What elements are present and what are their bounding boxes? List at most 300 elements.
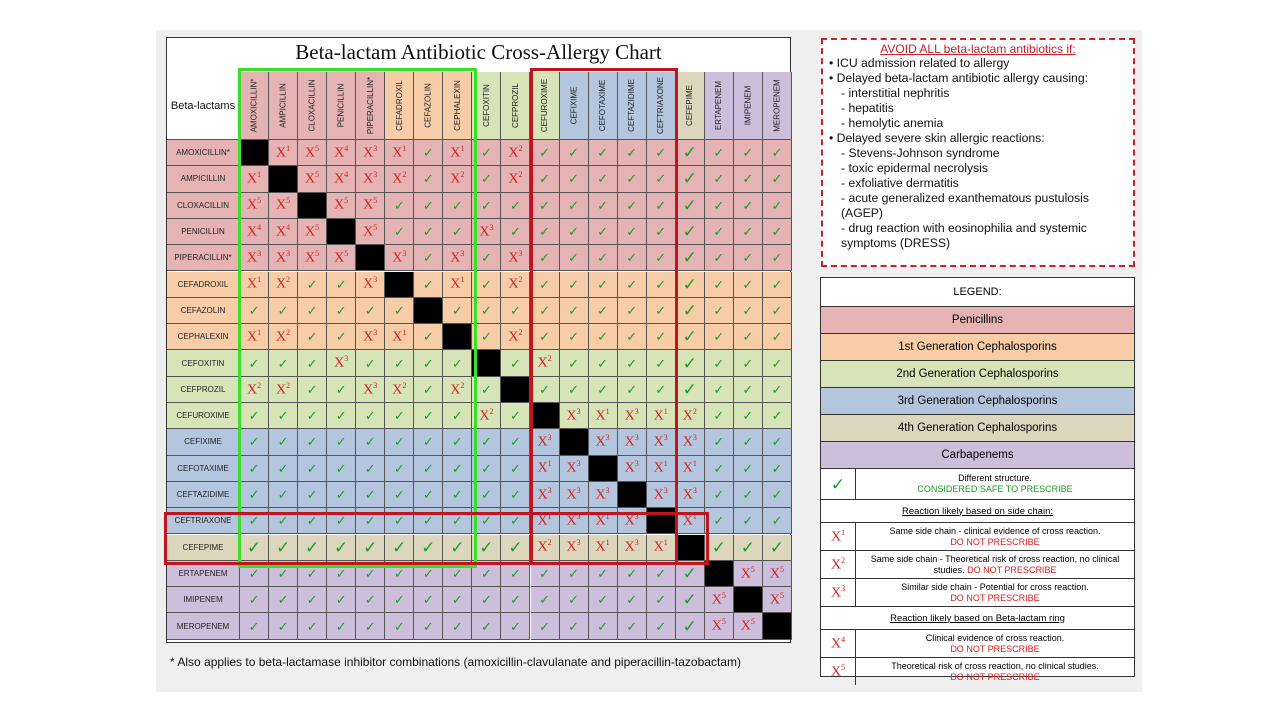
cross-reaction-x1: $X^1$ [647, 535, 676, 561]
cross-reaction-x2: $X^2$ [501, 272, 530, 298]
check-icon: ✓ [356, 561, 385, 587]
check-icon: ✓ [560, 298, 589, 324]
cross-reaction-x4: $X^4$ [240, 219, 269, 245]
row-label: CEFIXIME [167, 429, 240, 455]
check-icon: ✓ [501, 482, 530, 508]
check-icon: ✓ [647, 350, 676, 376]
check-icon: ✓ [589, 613, 618, 639]
column-header: CEFEPIME [676, 72, 705, 140]
check-icon: ✓ [560, 245, 589, 271]
check-icon: ✓ [705, 166, 734, 192]
diagonal-cell [647, 508, 676, 534]
check-icon: ✓ [618, 166, 647, 192]
legend-ring-heading: Reaction likely based on Beta-lactam ring [821, 607, 1134, 630]
legend-classes [821, 307, 1134, 469]
check-icon: ✓ [385, 219, 414, 245]
check-icon: ✓ [763, 324, 792, 350]
diagonal-cell [240, 140, 269, 166]
footnote: * Also applies to beta-lactamase inhibitor combinations (amoxicillin-clavulanate and piperacillin-tazobactam) [170, 655, 741, 669]
check-icon: ✓ [298, 272, 327, 298]
check-icon: ✓ [647, 140, 676, 166]
check-icon: ✓ [472, 456, 501, 482]
legend-x1-note: DO NOT PRESCRIBE [950, 536, 1040, 547]
check-icon: ✓ [385, 403, 414, 429]
x3-icon: $X^3$ [821, 579, 856, 606]
check-icon: ✓ [240, 613, 269, 639]
check-icon: ✓ [385, 350, 414, 376]
check-icon: ✓ [414, 508, 443, 534]
legend-side-chain-heading: Reaction likely based on side chain: [821, 500, 1134, 523]
cross-reaction-x2: $X^2$ [501, 140, 530, 166]
check-icon: ✓ [327, 482, 356, 508]
avoid-item: - interstitial nephritis [841, 86, 950, 100]
check-icon: ✓ [356, 613, 385, 639]
check-icon: ✓ [356, 508, 385, 534]
check-icon: ✓ [414, 140, 443, 166]
diagonal-cell [589, 456, 618, 482]
cross-reaction-x1: $X^1$ [531, 456, 560, 482]
cross-reaction-x4: $X^4$ [327, 140, 356, 166]
check-icon: ✓ [705, 429, 734, 455]
check-icon: ✓ [298, 613, 327, 639]
cross-reaction-x1: $X^1$ [531, 508, 560, 534]
check-icon: ✓ [647, 613, 676, 639]
check-icon: ✓ [618, 193, 647, 219]
avoid-box [821, 38, 1135, 267]
cross-reaction-x3: $X^3$ [676, 482, 705, 508]
cross-reaction-x1: $X^1$ [676, 456, 705, 482]
check-icon: ✓ [560, 350, 589, 376]
legend-x5-row [821, 658, 1134, 685]
check-icon: ✓ [531, 298, 560, 324]
check-icon: ✓ [647, 272, 676, 298]
check-icon: ✓ [443, 482, 472, 508]
check-icon: ✓ [705, 350, 734, 376]
cross-reaction-x3: $X^3$ [618, 429, 647, 455]
cross-reaction-x2: $X^2$ [443, 166, 472, 192]
check-icon: ✓ [618, 350, 647, 376]
legend-x1-row [821, 523, 1134, 551]
cross-reaction-x2: $X^2$ [269, 272, 298, 298]
avoid-item: - hemolytic anemia [841, 116, 944, 130]
check-icon: ✓ [327, 272, 356, 298]
avoid-item: - exfoliative dermatitis [841, 176, 959, 190]
check-icon: ✓ [501, 561, 530, 587]
check-icon: ✓ [618, 324, 647, 350]
check-icon: ✓ [763, 403, 792, 429]
cross-reaction-x5: $X^5$ [705, 613, 734, 639]
cross-reaction-x3: $X^3$ [560, 403, 589, 429]
check-icon: ✓ [734, 324, 763, 350]
cross-reaction-x3: $X^3$ [618, 535, 647, 561]
check-icon: ✓ [501, 298, 530, 324]
cross-reaction-x3: $X^3$ [560, 508, 589, 534]
check-icon: ✓ [734, 193, 763, 219]
check-icon: ✓ [327, 298, 356, 324]
cross-reaction-x1: $X^1$ [240, 324, 269, 350]
diagonal-cell [560, 429, 589, 455]
check-icon: ✓ [676, 561, 705, 587]
cross-reaction-x3: $X^3$ [647, 482, 676, 508]
check-icon: ✓ [705, 298, 734, 324]
check-icon: ✓ [443, 561, 472, 587]
row-label: ERTAPENEM [167, 561, 240, 587]
legend-x5-text: Theoretical risk of cross reaction, no clinical studies. [891, 660, 1099, 671]
check-icon: ✓ [298, 403, 327, 429]
check-icon: ✓ [531, 166, 560, 192]
check-icon: ✓ [385, 561, 414, 587]
cross-reaction-x3: $X^3$ [356, 140, 385, 166]
check-icon: ✓ [356, 482, 385, 508]
row-label: AMOXICILLIN* [167, 140, 240, 166]
check-icon: ✓ [560, 561, 589, 587]
avoid-item: - Stevens-Johnson syndrome [841, 146, 1000, 160]
check-icon: ✓ [298, 587, 327, 613]
check-icon: ✓ [240, 561, 269, 587]
cross-reaction-x2: $X^2$ [501, 324, 530, 350]
row-label: CEFOXITIN [167, 350, 240, 376]
legend-x1-text: Same side chain - clinical evidence of cross reaction. [889, 525, 1101, 536]
check-icon: ✓ [647, 561, 676, 587]
column-header: CEFIXIME [560, 72, 589, 140]
check-icon: ✓ [472, 508, 501, 534]
check-icon: ✓ [501, 535, 530, 561]
check-icon: ✓ [443, 298, 472, 324]
diagonal-cell [705, 561, 734, 587]
check-icon: ✓ [560, 587, 589, 613]
check-icon: ✓ [676, 245, 705, 271]
legend-class: 3rd Generation Cephalosporins [821, 388, 1134, 415]
check-icon: ✓ [676, 587, 705, 613]
cross-reaction-x4: $X^4$ [269, 219, 298, 245]
check-icon: ✓ [385, 535, 414, 561]
diagonal-cell [356, 245, 385, 271]
check-icon: ✓ [763, 166, 792, 192]
row-label: CEFAZOLIN [167, 298, 240, 324]
check-icon: ✓ [472, 482, 501, 508]
check-icon: ✓ [501, 429, 530, 455]
row-label: CLOXACILLIN [167, 193, 240, 219]
check-icon: ✓ [501, 508, 530, 534]
check-icon: ✓ [269, 535, 298, 561]
check-icon: ✓ [531, 377, 560, 403]
cross-reaction-x5: $X^5$ [298, 166, 327, 192]
legend-class: Carbapenems [821, 442, 1134, 469]
column-header: CLOXACILLIN [298, 72, 327, 140]
cross-reaction-x1: $X^1$ [589, 508, 618, 534]
check-icon: ✓ [589, 219, 618, 245]
check-icon: ✓ [734, 429, 763, 455]
row-label: MEROPENEM [167, 613, 240, 639]
check-icon: ✓ [560, 193, 589, 219]
check-icon: ✓ [385, 429, 414, 455]
check-icon: ✓ [647, 219, 676, 245]
check-icon: ✓ [414, 456, 443, 482]
cross-reaction-x3: $X^3$ [560, 482, 589, 508]
check-icon: ✓ [676, 350, 705, 376]
check-icon: ✓ [240, 482, 269, 508]
check-icon: ✓ [705, 456, 734, 482]
check-icon: ✓ [589, 245, 618, 271]
check-icon: ✓ [269, 298, 298, 324]
check-icon: ✓ [560, 272, 589, 298]
check-icon: ✓ [647, 245, 676, 271]
check-icon: ✓ [414, 272, 443, 298]
check-icon: ✓ [385, 508, 414, 534]
cross-reaction-x3: $X^3$ [240, 245, 269, 271]
row-label: CEFOTAXIME [167, 456, 240, 482]
check-icon: ✓ [734, 403, 763, 429]
column-header: CEFOTAXIME [589, 72, 618, 140]
legend-x3-row [821, 579, 1134, 607]
check-icon: ✓ [443, 535, 472, 561]
check-icon: ✓ [414, 245, 443, 271]
cross-reaction-x3: $X^3$ [560, 535, 589, 561]
check-icon: ✓ [414, 561, 443, 587]
legend-x4-text: Clinical evidence of cross reaction. [925, 632, 1065, 643]
check-icon: ✓ [414, 482, 443, 508]
cross-reaction-x3: $X^3$ [531, 482, 560, 508]
cross-reaction-x3: $X^3$ [269, 245, 298, 271]
cross-reaction-x3: $X^3$ [356, 377, 385, 403]
chart-title: Beta-lactam Antibiotic Cross-Allergy Chart [295, 40, 662, 64]
check-icon: ✓ [589, 561, 618, 587]
check-icon: ✓ [734, 508, 763, 534]
check-icon: ✓ [560, 324, 589, 350]
check-icon: ✓ [531, 140, 560, 166]
cross-reaction-x1: $X^1$ [589, 403, 618, 429]
column-header: PIPERACILLIN* [356, 72, 385, 140]
check-icon: ✓ [356, 456, 385, 482]
cross-reaction-x3: $X^3$ [531, 429, 560, 455]
check-icon: ✓ [763, 140, 792, 166]
check-icon: ✓ [414, 403, 443, 429]
avoid-title: AVOID ALL beta-lactam antibiotics if: [880, 42, 1076, 56]
check-icon: ✓ [298, 377, 327, 403]
check-icon: ✓ [414, 587, 443, 613]
cross-reaction-x3: $X^3$ [589, 429, 618, 455]
check-icon: ✓ [356, 350, 385, 376]
check-icon: ✓ [647, 587, 676, 613]
check-icon: ✓ [705, 140, 734, 166]
check-icon: ✓ [705, 403, 734, 429]
check-icon: ✓ [560, 377, 589, 403]
check-icon: ✓ [676, 219, 705, 245]
check-icon: ✓ [385, 193, 414, 219]
check-icon: ✓ [531, 272, 560, 298]
check-icon: ✓ [414, 324, 443, 350]
cross-reaction-x3: $X^3$ [472, 219, 501, 245]
check-icon: ✓ [618, 219, 647, 245]
check-icon: ✓ [589, 193, 618, 219]
cross-reaction-x2: $X^2$ [472, 403, 501, 429]
check-icon: ✓ [240, 429, 269, 455]
cross-reaction-x3: $X^3$ [356, 324, 385, 350]
check-icon: ✓ [414, 613, 443, 639]
check-icon: ✓ [501, 613, 530, 639]
column-header: CEPHALEXIN [443, 72, 472, 140]
column-header: PENICILLIN [327, 72, 356, 140]
cross-reaction-x5: $X^5$ [734, 613, 763, 639]
check-icon: ✓ [472, 193, 501, 219]
cross-reaction-x3: $X^3$ [385, 245, 414, 271]
check-icon: ✓ [327, 324, 356, 350]
check-icon: ✓ [385, 482, 414, 508]
avoid-item: - hepatitis [841, 101, 894, 115]
legend-class: 2nd Generation Cephalosporins [821, 361, 1134, 388]
cross-reaction-x2: $X^2$ [676, 403, 705, 429]
check-icon: ✓ [472, 561, 501, 587]
check-icon: ✓ [443, 456, 472, 482]
check-icon: ✓ [240, 508, 269, 534]
check-icon: ✓ [472, 298, 501, 324]
check-icon: ✓ [501, 350, 530, 376]
legend-class: 1st Generation Cephalosporins [821, 334, 1134, 361]
check-icon: ✓ [618, 377, 647, 403]
check-icon: ✓ [676, 613, 705, 639]
check-icon: ✓ [443, 613, 472, 639]
cross-reaction-x3: $X^3$ [647, 429, 676, 455]
diagonal-cell [763, 613, 792, 639]
check-icon: ✓ [385, 456, 414, 482]
legend-x3-text: Similar side chain - Potential for cross reaction. [901, 581, 1089, 592]
column-header: CEFAZOLIN [414, 72, 443, 140]
avoid-item: (AGEP) [841, 206, 883, 220]
check-icon: ✓ [298, 482, 327, 508]
check-icon: ✓ [269, 456, 298, 482]
check-icon: ✓ [327, 587, 356, 613]
row-label: PENICILLIN [167, 219, 240, 245]
diagonal-cell [501, 377, 530, 403]
cross-reaction-x3: $X^3$ [618, 508, 647, 534]
check-icon: ✓ [385, 298, 414, 324]
check-icon: ✓ [676, 140, 705, 166]
cross-reaction-x5: $X^5$ [327, 245, 356, 271]
check-icon: ✓ [647, 377, 676, 403]
check-icon: ✓ [734, 298, 763, 324]
row-label: CEFTAZIDIME [167, 482, 240, 508]
cross-reaction-x2: $X^2$ [240, 377, 269, 403]
legend-x2-note: DO NOT PRESCRIBE [967, 564, 1057, 575]
cross-reaction-x1: $X^1$ [676, 508, 705, 534]
check-icon: ✓ [676, 324, 705, 350]
check-icon: ✓ [531, 324, 560, 350]
check-icon: ✓ [763, 298, 792, 324]
row-label: CEFPROZIL [167, 377, 240, 403]
check-icon: ✓ [269, 403, 298, 429]
check-icon: ✓ [298, 561, 327, 587]
row-label: CEFADROXIL [167, 272, 240, 298]
check-icon: ✓ [676, 298, 705, 324]
column-header: CEFTAZIDIME [618, 72, 647, 140]
cross-reaction-x3: $X^3$ [618, 456, 647, 482]
cross-reaction-x2: $X^2$ [269, 377, 298, 403]
check-icon: ✓ [327, 535, 356, 561]
column-header: IMIPENEM [734, 72, 763, 140]
check-icon: ✓ [269, 429, 298, 455]
check-icon: ✓ [240, 535, 269, 561]
check-icon: ✓ [705, 508, 734, 534]
check-icon: ✓ [647, 193, 676, 219]
cross-reaction-x2: $X^2$ [385, 166, 414, 192]
diagonal-cell [385, 272, 414, 298]
check-icon: ✓ [734, 377, 763, 403]
check-icon: ✓ [763, 350, 792, 376]
legend-x5-note: DO NOT PRESCRIBE [950, 671, 1040, 682]
check-icon: ✓ [705, 377, 734, 403]
legend-title: LEGEND: [821, 278, 1134, 307]
check-icon: ✓ [560, 140, 589, 166]
check-icon: ✓ [763, 508, 792, 534]
check-icon: ✓ [734, 535, 763, 561]
check-icon: ✓ [647, 298, 676, 324]
cross-reaction-x1: $X^1$ [647, 456, 676, 482]
check-icon: ✓ [240, 587, 269, 613]
check-icon: ✓ [734, 456, 763, 482]
legend-x4-row [821, 630, 1134, 658]
check-icon: ✓ [618, 272, 647, 298]
check-icon: ✓ [327, 403, 356, 429]
check-icon: ✓ [763, 456, 792, 482]
check-icon: ✓ [763, 193, 792, 219]
check-icon: ✓ [501, 403, 530, 429]
diagonal-cell [734, 587, 763, 613]
check-icon: ✓ [589, 298, 618, 324]
check-icon: ✓ [531, 587, 560, 613]
check-icon: ✓ [589, 350, 618, 376]
check-icon: ✓ [734, 219, 763, 245]
check-icon: ✓ [589, 324, 618, 350]
avoid-item: - drug reaction with eosinophilia and systemic [841, 221, 1087, 235]
row-label: AMPICILLIN [167, 166, 240, 192]
row-label: CEFEPIME [167, 535, 240, 561]
legend [820, 277, 1135, 682]
diagonal-cell [472, 350, 501, 376]
check-icon: ✓ [327, 508, 356, 534]
legend-x2-row [821, 551, 1134, 579]
cross-reaction-x2: $X^2$ [531, 350, 560, 376]
check-icon: ✓ [269, 350, 298, 376]
check-icon: ✓ [356, 403, 385, 429]
check-icon: ✓ [531, 219, 560, 245]
check-icon: ✓ [356, 535, 385, 561]
legend-class: Penicillins [821, 307, 1134, 334]
cross-reaction-x3: $X^3$ [618, 403, 647, 429]
column-header: AMOXICILLIN* [240, 72, 269, 140]
column-header: AMPICILLIN [269, 72, 298, 140]
diagonal-cell [618, 482, 647, 508]
diagonal-cell [269, 166, 298, 192]
check-icon: ✓ [443, 350, 472, 376]
check-icon: ✓ [676, 272, 705, 298]
check-icon: ✓ [472, 613, 501, 639]
check-icon: ✓ [472, 429, 501, 455]
cross-reaction-x2: $X^2$ [269, 324, 298, 350]
check-icon: ✓ [298, 324, 327, 350]
cross-reaction-x4: $X^4$ [327, 166, 356, 192]
legend-check-note: CONSIDERED SAFE TO PRESCRIBE [917, 484, 1073, 494]
check-icon: ✓ [763, 245, 792, 271]
check-icon: ✓ [414, 377, 443, 403]
cross-reaction-x1: $X^1$ [443, 272, 472, 298]
check-icon: ✓ [589, 166, 618, 192]
check-icon: ✓ [443, 429, 472, 455]
check-icon: ✓ [589, 377, 618, 403]
column-header: CEFPROZIL [501, 72, 530, 140]
check-icon: ✓ [589, 587, 618, 613]
check-icon: ✓ [472, 245, 501, 271]
legend-x3-note: DO NOT PRESCRIBE [950, 592, 1040, 603]
